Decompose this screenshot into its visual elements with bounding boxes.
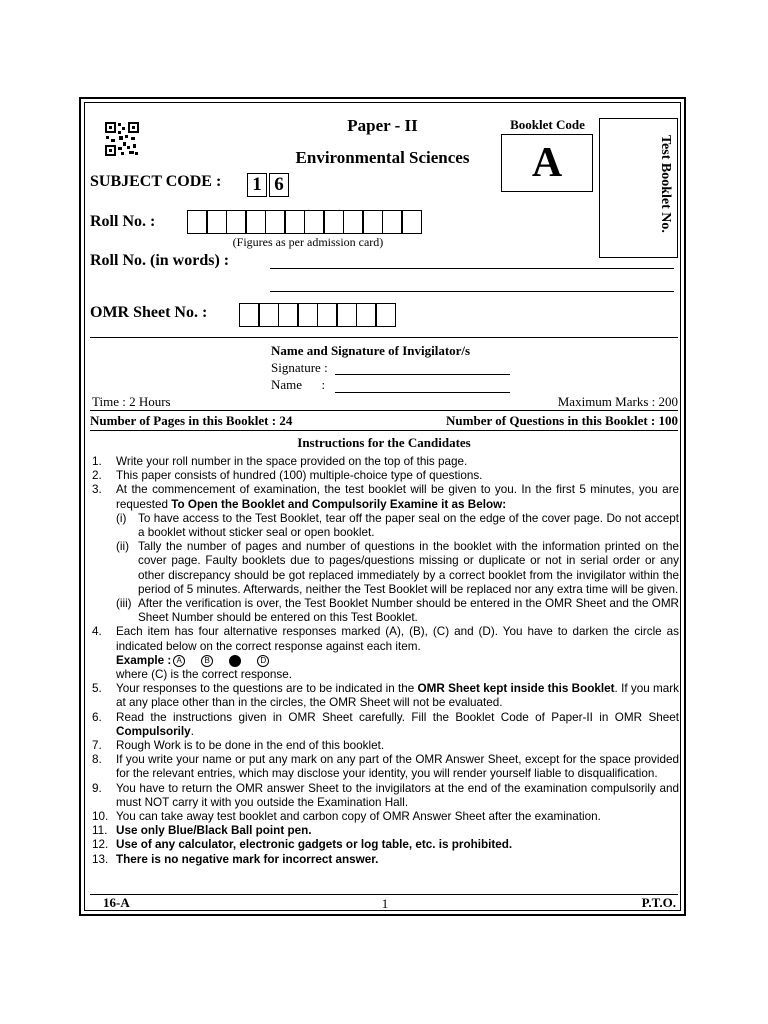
roll-number-digit-box[interactable] <box>323 210 344 234</box>
roll-number-digit-box[interactable] <box>382 210 403 234</box>
test-booklet-number-box[interactable] <box>599 118 678 258</box>
instruction-item: 13. There is no negative mark for incorrect answer. <box>92 852 379 866</box>
signature-label: Signature : <box>271 360 328 375</box>
omr-digit-box[interactable] <box>278 303 299 327</box>
subject-code-boxes <box>247 173 291 197</box>
bubble-b-icon: B <box>201 655 213 667</box>
subject-code-label: SUBJECT CODE : <box>90 173 222 190</box>
roll-number-digit-box[interactable] <box>226 210 247 234</box>
instruction-item: 4. Each item has four alternative responses marked (A), (B), (C) and (D). You have to darken the circle as indicated below on the correct response against each item. <box>92 625 679 653</box>
exam-time: Time : 2 Hours <box>92 394 171 409</box>
subject-code-digit: 6 <box>269 173 289 197</box>
instructions-list <box>92 455 679 867</box>
instruction-item: 1. Write your roll number in the space provided on the top of this page. <box>92 455 468 468</box>
roll-number-digit-box[interactable] <box>362 210 383 234</box>
maximum-marks: Maximum Marks : 200 <box>557 394 678 409</box>
pages-count: Number of Pages in this Booklet : 24 <box>90 413 293 428</box>
roll-number-label: Roll No. : <box>90 213 156 230</box>
page-number: 1 <box>381 896 389 911</box>
roll-words-line[interactable] <box>270 291 674 292</box>
footer-code: 16-A <box>103 895 130 910</box>
footer-divider <box>90 894 678 895</box>
roll-number-note: (Figures as per admission card) <box>232 235 384 249</box>
roll-number-digit-box[interactable] <box>401 210 422 234</box>
example-label: Example : <box>116 653 172 667</box>
instruction-subitem: (iii) After the verification is over, the Test Booklet Number should be entered in the OMR Sheet and the OMR Sheet Number should be entered on this Test Booklet. <box>116 597 679 625</box>
omr-sheet-label: OMR Sheet No. : <box>90 304 208 321</box>
signature-line[interactable] <box>335 374 510 375</box>
paper-title: Paper - II <box>347 116 418 135</box>
roll-number-digit-box[interactable] <box>206 210 227 234</box>
questions-count: Number of Questions in this Booklet : 100 <box>446 413 678 428</box>
booklet-code-value: A <box>531 140 563 186</box>
divider <box>90 430 678 431</box>
bubble-c-filled-icon: C <box>229 655 241 667</box>
instruction-item: 7. Rough Work is to be done in the end of this booklet. <box>92 739 385 753</box>
instruction-item: 6. Read the instructions given in OMR Sheet carefully. Fill the Booklet Code of Paper-II in OMR Sheet Compulsorily. <box>92 710 679 738</box>
roll-number-digit-box[interactable] <box>265 210 286 234</box>
instruction-item: 11. Use only Blue/Black Ball point pen. <box>92 824 312 838</box>
omr-digit-box[interactable] <box>317 303 338 327</box>
bubble-a-icon: A <box>173 655 185 667</box>
roll-words-label: Roll No. (in words) : <box>90 252 230 269</box>
divider <box>90 410 678 411</box>
example-row <box>92 654 679 668</box>
divider <box>90 337 678 338</box>
omr-digit-box[interactable] <box>375 303 396 327</box>
instruction-item: 10. You can take away test booklet and carbon copy of OMR Answer Sheet after the examination. <box>92 810 601 824</box>
instruction-item: 2. This paper consists of hundred (100) multiple-choice type of questions. <box>92 469 483 483</box>
roll-number-digit-box[interactable] <box>343 210 364 234</box>
instruction-item: 9. You have to return the OMR answer Sheet to the invigilators at the end of the examination compulsorily and must NOT carry it with you outside the Examination Hall. <box>92 781 679 809</box>
omr-digit-box[interactable] <box>297 303 318 327</box>
instruction-subitem: (ii) Tally the number of pages and number of questions in the booklet with the information printed on the cover page. Faulty booklets due to pages/questions missing or duplicate or not in serial order or any other discrepancy should be got replaced immediately by a correct booklet from the invigilator within the period of 5 minutes. Afterwards, neither the Test Booklet will be replaced nor any extra time will be given. <box>116 540 679 596</box>
roll-number-digit-box[interactable] <box>245 210 266 234</box>
roll-number-digit-box[interactable] <box>304 210 325 234</box>
roll-number-digit-box[interactable] <box>187 210 208 234</box>
invigilator-title: Name and Signature of Invigilator/s <box>271 343 471 358</box>
omr-digit-box[interactable] <box>336 303 357 327</box>
instruction-item: 3. At the commencement of examination, the test booklet will be given to you. In the first 5 minutes, you are requested To Open the Booklet and Compulsorily Examine it as Below: <box>92 483 679 511</box>
instruction-item: 5. Your responses to the questions are to be indicated in the OMR Sheet kept inside this Booklet. If you mark at any place other than in the circles, the OMR Sheet will not be evaluated. <box>92 682 679 710</box>
instructions-title: Instructions for the Candidates <box>297 435 471 450</box>
roll-words-line[interactable] <box>270 268 674 269</box>
instruction-item: 12. Use of any calculator, electronic gadgets or log table, etc. is prohibited. <box>92 838 513 852</box>
booklet-code-label: Booklet Code <box>510 117 585 132</box>
test-booklet-number-label: Test Booklet No. <box>658 135 673 233</box>
booklet-code-box <box>501 134 593 192</box>
omr-digit-box[interactable] <box>239 303 260 327</box>
omr-digit-box[interactable] <box>258 303 279 327</box>
example-note: where (C) is the correct response. <box>116 668 293 682</box>
roll-number-digit-box[interactable] <box>284 210 305 234</box>
omr-sheet-boxes[interactable] <box>240 303 396 327</box>
instruction-subitem: (i) To have access to the Test Booklet, tear off the paper seal on the edge of the cover page. Do not accept a booklet without sticker seal or open booklet. <box>116 511 679 540</box>
pto-label: P.T.O. <box>641 895 676 910</box>
omr-digit-box[interactable] <box>356 303 377 327</box>
name-label: Name : <box>271 377 326 392</box>
name-line[interactable] <box>335 392 510 393</box>
roll-number-boxes[interactable] <box>188 210 422 234</box>
instruction-item: 8. If you write your name or put any mark on any part of the OMR Answer Sheet, except for the space provided for the relevant entries, which may disclose your identity, you will render yourself liable to disqualification. <box>92 753 679 781</box>
subject-code-digit: 1 <box>247 173 267 197</box>
bubble-d-icon: D <box>257 655 269 667</box>
qr-code-icon <box>105 122 139 156</box>
subject-title: Environmental Sciences <box>295 148 470 167</box>
